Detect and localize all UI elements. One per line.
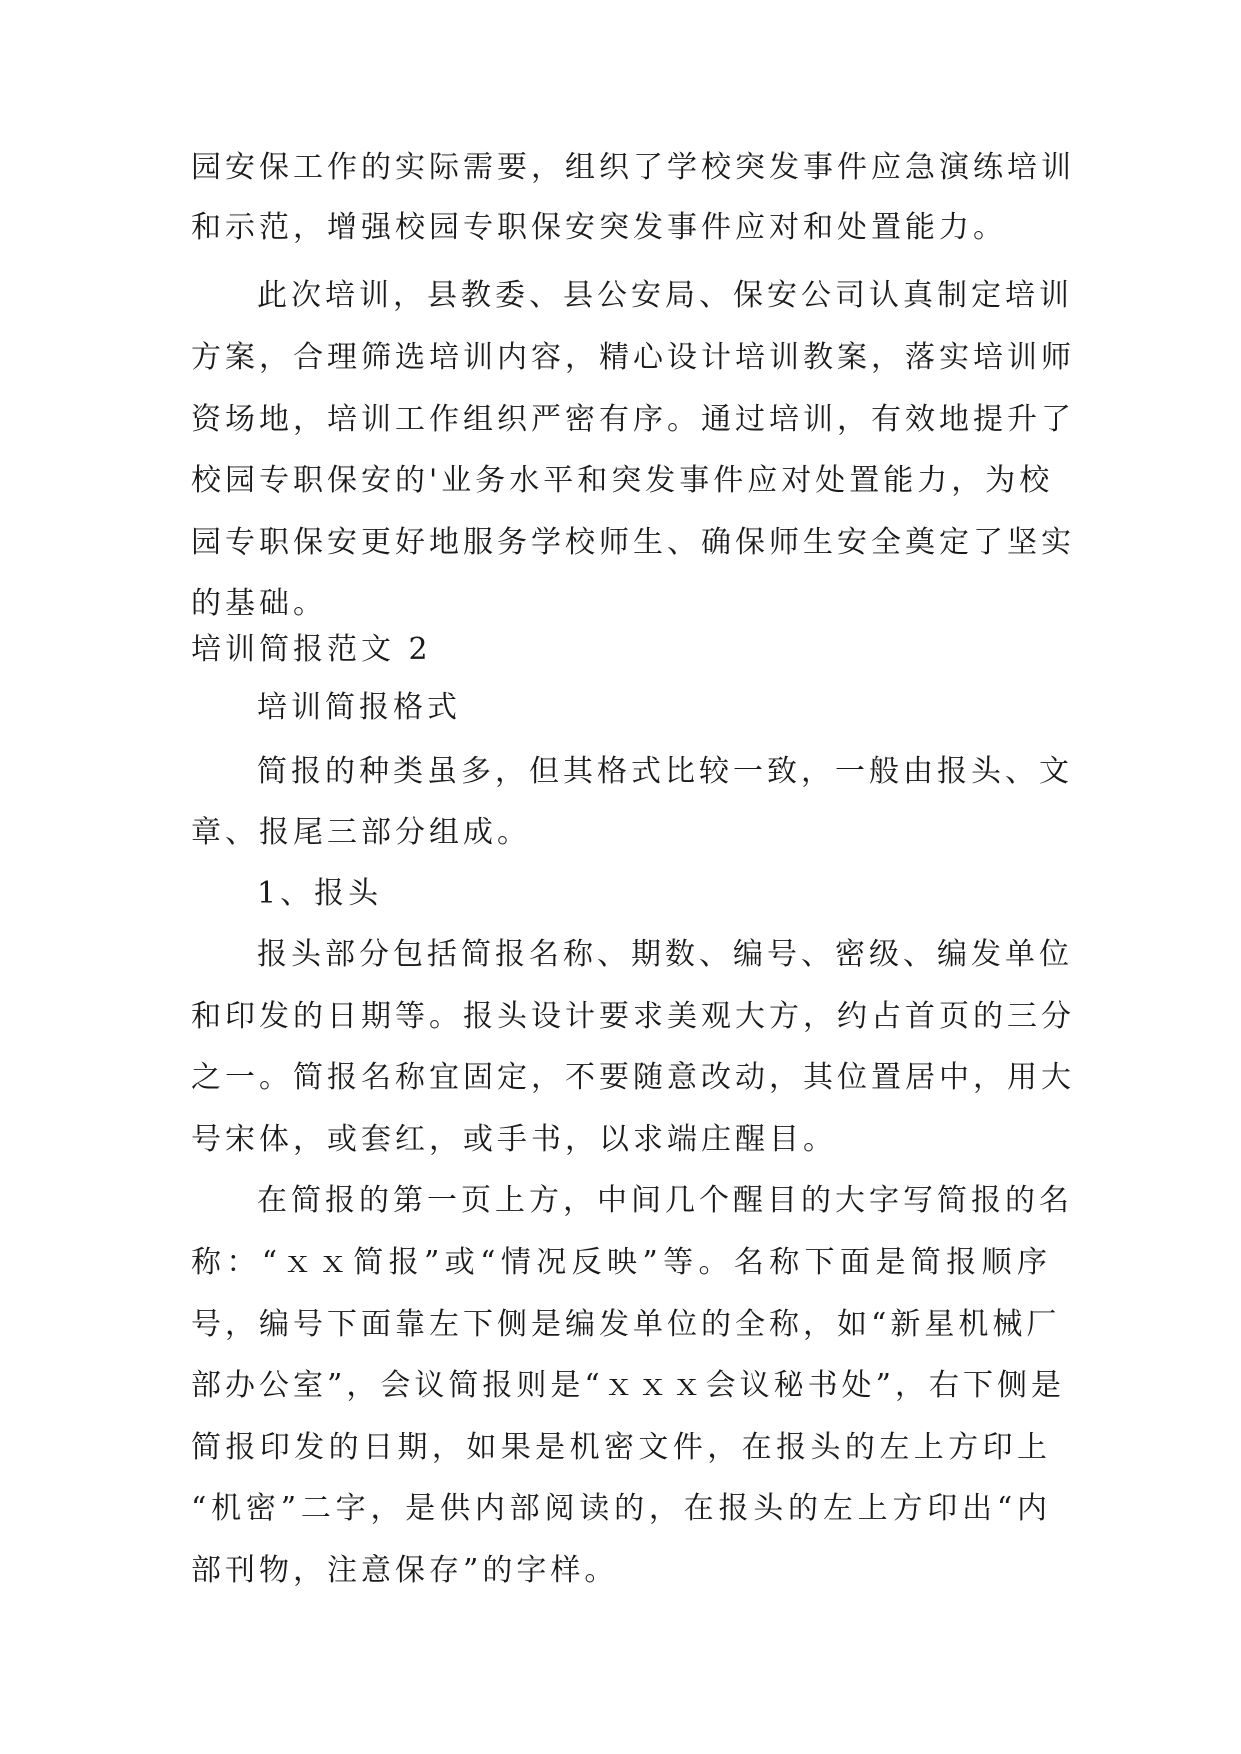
paragraph-line: “机密”二字，是供内部阅读的，在报头的左上方印出“内	[191, 1491, 1051, 1526]
subheading: 培训简报格式	[257, 690, 461, 725]
paragraph-line: 和示范，增强校园专职保安突发事件应对和处置能力。	[191, 210, 1007, 245]
paragraph-line: 号，编号下面靠左下侧是编发单位的全称，如“新星机械厂	[191, 1307, 1061, 1342]
paragraph-line: 在简报的第一页上方，中间几个醒目的大字写简报的名	[257, 1183, 1073, 1218]
paragraph-line: 此次培训，县教委、县公安局、保安公司认真制定培训	[257, 278, 1073, 313]
paragraph-line: 称：“ｘｘ简报”或“情况反映”等。名称下面是简报顺序	[191, 1245, 1051, 1280]
paragraph-line: 和印发的日期等。报头设计要求美观大方，约占首页的三分	[191, 999, 1075, 1034]
paragraph-line: 报头部分包括简报名称、期数、编号、密级、编发单位	[257, 937, 1073, 972]
paragraph-line: 简报的种类虽多，但其格式比较一致，一般由报头、文	[257, 754, 1073, 789]
paragraph-line: 园专职保安更好地服务学校师生、确保师生安全奠定了坚实	[191, 525, 1075, 560]
paragraph-line: 号宋体，或套红，或手书，以求端庄醒目。	[191, 1122, 837, 1157]
list-heading: 1、报头	[257, 876, 383, 911]
paragraph-line: 园安保工作的实际需要，组织了学校突发事件应急演练培训	[191, 150, 1075, 185]
paragraph-line: 校园专职保安的'业务水平和突发事件应对处置能力，为校	[191, 463, 1054, 498]
paragraph-line: 部刊物，注意保存”的字样。	[191, 1553, 619, 1588]
paragraph-line: 的基础。	[191, 586, 327, 621]
paragraph-line: 简报印发的日期，如果是机密文件，在报头的左上方印上	[191, 1430, 1051, 1465]
section-heading: 培训简报范文 2	[191, 632, 432, 667]
paragraph-line: 部办公室”，会议简报则是“ｘｘｘ会议秘书处”，右下侧是	[191, 1368, 1066, 1403]
paragraph-line: 资场地，培训工作组织严密有序。通过培训，有效地提升了	[191, 402, 1075, 437]
paragraph-line: 方案，合理筛选培训内容，精心设计培训教案，落实培训师	[191, 340, 1075, 375]
paragraph-line: 章、报尾三部分组成。	[191, 815, 531, 850]
paragraph-line: 之一。简报名称宜固定，不要随意改动，其位置居中，用大	[191, 1060, 1075, 1095]
